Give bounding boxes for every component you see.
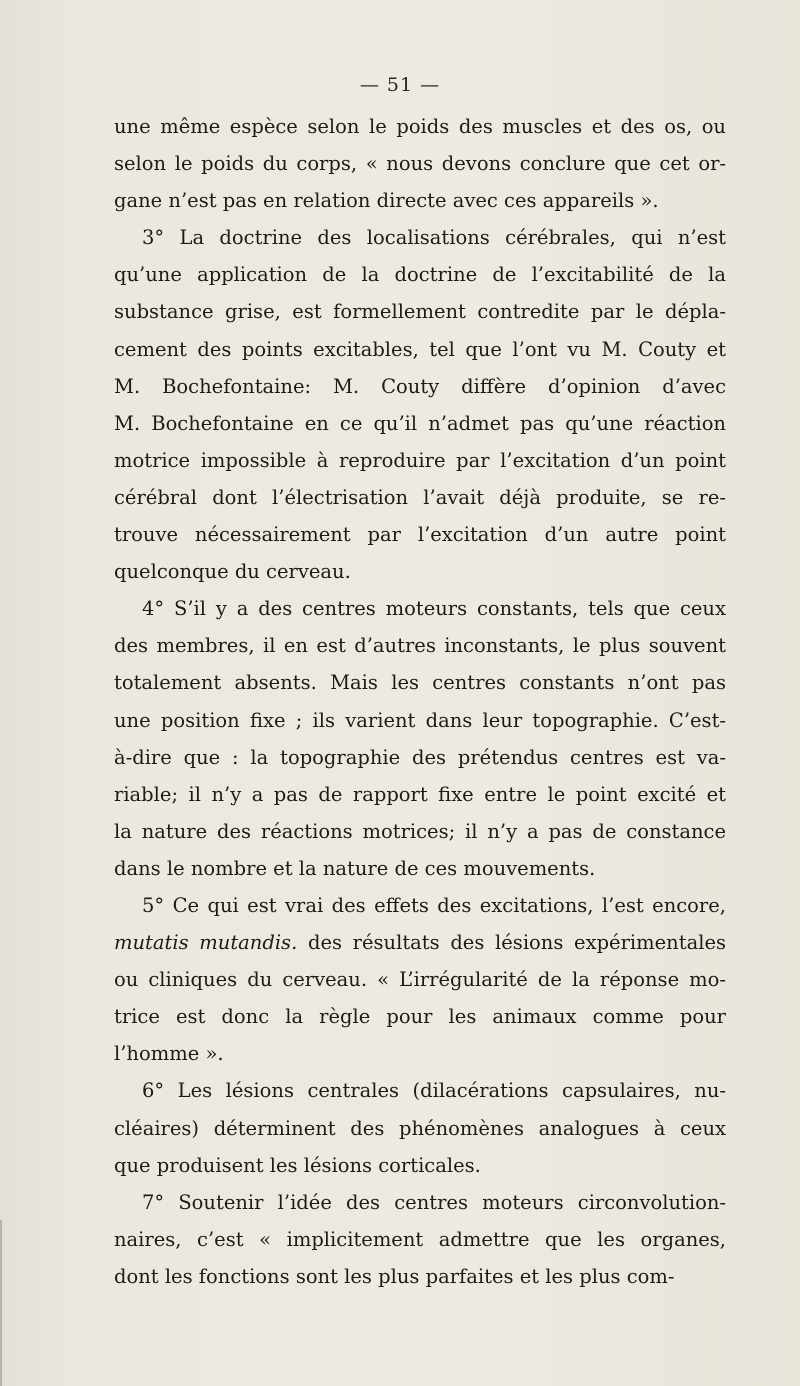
- text-line: motrice impossible à reproduire par l’excitation d’un point: [114, 448, 726, 472]
- text-line: dans le nombre et la nature de ces mouvements.: [114, 856, 596, 880]
- text-line: 7° Soutenir l’idée des centres moteurs circonvolution-: [142, 1190, 726, 1214]
- text-line: M. Bochefontaine: M. Couty diffère d’opinion d’avec: [114, 374, 726, 398]
- text-line: M. Bochefontaine en ce qu’il n’admet pas qu’une réaction: [114, 411, 726, 435]
- text-line: quelconque du cerveau.: [114, 560, 351, 584]
- text-line: la nature des réactions motrices; il n’y a pas de constance: [114, 819, 726, 843]
- text-line: 3° La doctrine des localisations cérébrales, qui n’est: [142, 226, 726, 250]
- text-line: trice est donc la règle pour les animaux comme pour: [114, 1005, 726, 1029]
- text-line: qu’une application de la doctrine de l’excitabilité de la: [114, 263, 726, 287]
- text-line: totalement absents. Mais les centres constants n’ont pas: [114, 671, 726, 695]
- text-line: 6° Les lésions centrales (dilacérations capsulaires, nu-: [142, 1079, 726, 1103]
- text-line: 5° Ce qui est vrai des effets des excitations, l’est encore,: [142, 893, 726, 917]
- text-line: une même espèce selon le poids des muscles et des os, ou: [114, 115, 726, 138]
- line-text: des résultats des lésions expérimentales: [297, 931, 726, 955]
- text-line: gane n’est pas en relation directe avec ces appareils ».: [114, 189, 659, 213]
- text-line: dont les fonctions sont les plus parfaites et les plus com-: [114, 1264, 675, 1288]
- text-line: [114, 924, 726, 961]
- text-line: à-dire que : la topographie des prétendus centres est va-: [114, 745, 726, 769]
- body-text: [114, 108, 726, 1295]
- text-line: cement des points excitables, tel que l’ont vu M. Couty et: [114, 337, 726, 361]
- text-line: une position fixe ; ils varient dans leur topographie. C’est-: [114, 708, 726, 732]
- text-line: des membres, il en est d’autres inconstants, le plus souvent: [114, 634, 726, 658]
- text-line: 4° S’il y a des centres moteurs constants, tels que ceux: [142, 597, 726, 621]
- page-number: — 51 —: [359, 74, 441, 96]
- text-line: que produisent les lésions corticales.: [114, 1153, 481, 1177]
- page-edge: [0, 1220, 12, 1386]
- text-line: riable; il n’y a pas de rapport fixe entre le point excité et: [114, 782, 726, 806]
- italic-phrase: mutatis mutandis.: [114, 931, 298, 955]
- text-line: ou cliniques du cerveau. « L’irrégularité de la réponse mo-: [114, 968, 726, 992]
- text-line: trouve nécessairement par l’excitation d’un autre point: [114, 523, 726, 547]
- text-line: cérébral dont l’électrisation l’avait déjà produite, se re-: [114, 485, 726, 509]
- text-line: l’homme ».: [114, 1042, 224, 1066]
- text-line: substance grise, est formellement contredite par le dépla-: [114, 300, 726, 324]
- text-line: naires, c’est « implicitement admettre que les organes,: [114, 1227, 726, 1251]
- text-line: selon le poids du corps, « nous devons conclure que cet or-: [114, 152, 726, 176]
- text-line: cléaires) déterminent des phénomènes analogues à ceux: [114, 1116, 726, 1140]
